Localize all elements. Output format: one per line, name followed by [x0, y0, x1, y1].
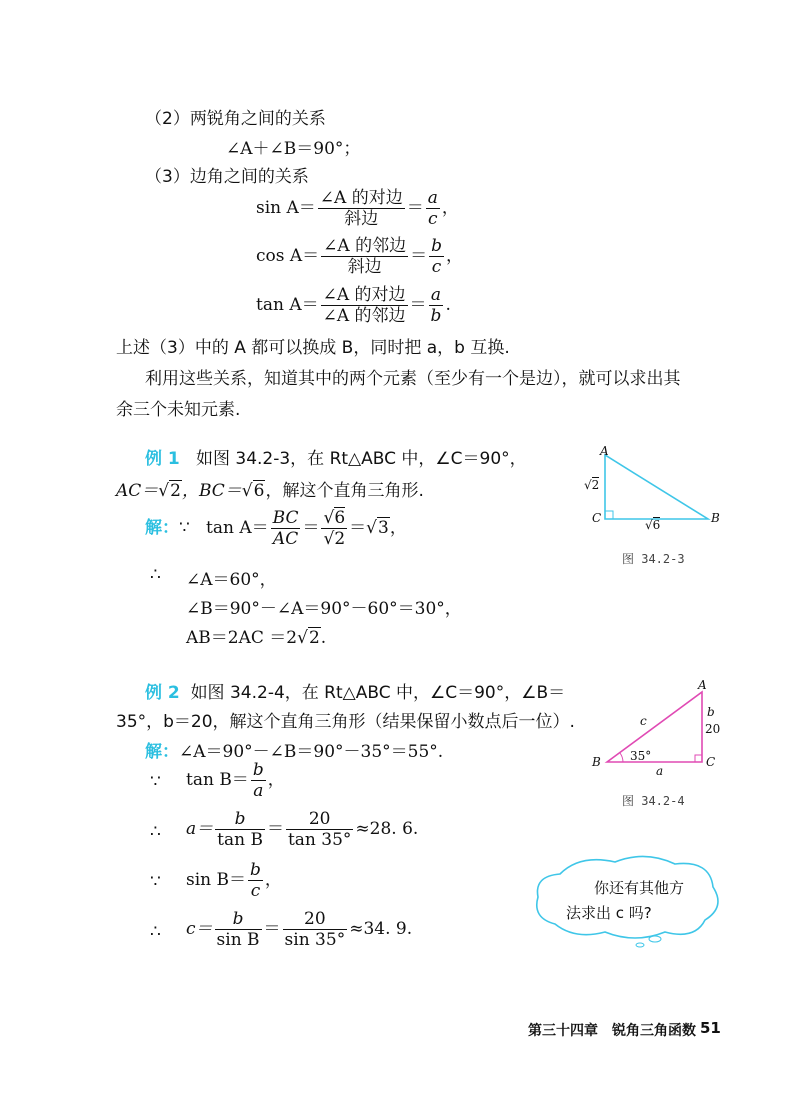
ex2-c-frac1	[215, 909, 262, 950]
ex1-tan-frac1	[271, 508, 301, 549]
tan-frac-den: b	[430, 306, 442, 326]
section2-heading: （2）两锐角之间的关系	[145, 109, 326, 129]
ex2-a-f2-num: 20	[286, 809, 353, 830]
ex2-sinb-num: b	[250, 860, 261, 880]
sin-formula: sin A＝ $\frac{\text{∠A 的对边}}{\text{斜边}}$ ＝ $\frac{a}{c}$ ，	[256, 188, 459, 229]
triangle-abc-2	[607, 692, 702, 762]
ex1-step3-rad: 2	[308, 628, 320, 648]
ex2-c-frac2	[283, 909, 348, 950]
cos-lhs: cos A＝	[256, 246, 320, 266]
fig2-side-a: a	[656, 764, 664, 778]
ex2-a-frac2	[286, 809, 353, 850]
ex1-step3-sqrt: √2	[297, 628, 320, 648]
ex2-label: 例 2	[145, 683, 180, 703]
cos-formula: cos A＝ $\frac{\text{∠A 的邻边}}{\text{斜边}}$ ＝ $\frac{b}{c}$ ，	[256, 236, 463, 277]
cos-frac-num: b	[431, 236, 442, 256]
ex2-c-res: ≈34. 9.	[349, 919, 413, 939]
fig1-side-ac-val: 2	[591, 478, 600, 492]
fig1-label-b: B	[711, 511, 720, 525]
ex1-tan-num2-val: 6	[334, 508, 346, 528]
ex1-tan-den: AC	[272, 529, 299, 549]
fig2-label-a: A	[698, 678, 707, 692]
ex2-sinb-lhs: sin B＝	[186, 870, 247, 890]
ex1-ac: AC＝	[116, 481, 159, 501]
ex2-sinb-frac	[248, 860, 263, 901]
sin-lhs: sin A＝	[256, 198, 316, 218]
ex2-a-res: ≈28. 6.	[355, 819, 419, 839]
cos-tail: ，	[446, 246, 463, 266]
ex1-tan-den2: √2	[323, 529, 346, 549]
ex1-line2-tail: ，解这个直角三角形.	[265, 481, 424, 501]
ex2-tanb-num: b	[252, 760, 264, 780]
para-line1: 利用这些关系，知道其中的两个元素（至少有一个是边），就可以求出其	[145, 369, 681, 389]
ex1-tan-frac2	[321, 508, 347, 549]
ex2-tanb-den: a	[253, 781, 264, 801]
para-line2: 余三个未知元素.	[116, 400, 241, 420]
cloud-bubble-1	[649, 936, 661, 942]
right-angle-mark-2	[695, 755, 702, 762]
ex1-tan-res-val: 3	[378, 518, 389, 538]
ex1-tan-lhs: tan A＝	[206, 518, 269, 538]
fig1-label-c: C	[592, 511, 602, 525]
ex2-therefore-1: ∴	[150, 822, 161, 842]
cos-frac-words-num: ∠A 的邻边	[323, 236, 407, 256]
ex1-tan-den2-val: 2	[334, 529, 346, 549]
ex1-line1	[145, 444, 527, 469]
ex2-a-lhs: a＝	[186, 819, 214, 839]
ex1-therefore: ∴	[150, 565, 161, 585]
fig2-caption: 图 34.2-4	[622, 794, 685, 808]
fig2-side-b: b	[707, 705, 715, 719]
ex2-c-f1-den: sin B	[216, 930, 260, 950]
tan-frac-words-num: ∠A 的对边	[322, 285, 406, 305]
cos-frac-den: c	[431, 257, 442, 277]
ex1-ac-val: 2	[170, 481, 181, 501]
cloud-line1: 你还有其他方	[594, 879, 685, 897]
ex2-sol-label: 解：	[145, 742, 179, 762]
fig2-angle: 35°	[630, 749, 652, 763]
ex1-line2	[116, 476, 424, 501]
ex2-a-f1-den: tan B	[217, 830, 263, 850]
ex2-because-2: ∵	[150, 872, 161, 892]
ex2-text1: 如图 34.2-4，在 Rt△ABC 中，∠C＝90°，∠B＝	[190, 683, 566, 703]
ex1-ac-sqrt: √2	[158, 481, 181, 501]
ex1-tan-res: √3	[366, 518, 389, 538]
ex1-sol-label: 解：	[145, 518, 179, 538]
ex1-tan-eq: ＝	[349, 518, 367, 538]
ex2-sinb-tail: ，	[264, 870, 282, 890]
tan-frac-num: a	[429, 285, 444, 306]
ex2-tanb-lhs: tan B＝	[186, 770, 249, 790]
ex2-line1	[145, 678, 565, 703]
ex2-because-1: ∵	[150, 772, 161, 792]
ex2-tanb	[186, 760, 285, 801]
cloud-line2: 法求出 c 吗?	[566, 904, 652, 922]
fig2-side-b-val: 20	[705, 722, 721, 736]
tan-tail: .	[445, 295, 451, 315]
cos-frac-words	[321, 236, 408, 277]
ex2-tanb-frac	[251, 760, 266, 801]
ex1-text1: 如图 34.2-3，在 Rt△ABC 中，∠C＝90°，	[195, 449, 527, 469]
triangle-abc-1	[605, 455, 708, 519]
ex2-c-lhs: c＝	[186, 919, 213, 939]
page-number: 51	[700, 1019, 721, 1037]
ex1-bc-sqrt: √6	[241, 481, 265, 501]
ex1-step1: ∠A＝60°，	[186, 570, 277, 590]
tan-lhs: tan A＝	[256, 295, 319, 315]
ex2-a-f1-num: b	[215, 809, 265, 830]
angle-arc-b	[620, 753, 623, 762]
cos-frac-letters	[429, 236, 444, 277]
ex1-step3	[186, 623, 326, 648]
ex2-tanb-tail: ，	[267, 770, 285, 790]
fig1-label-a: A	[600, 444, 609, 458]
section2-formula: ∠A＋∠B＝90°；	[226, 139, 361, 159]
cos-frac-words-den: 斜边	[347, 257, 382, 277]
ex1-sol-line: 解：∵ tan A＝ $\frac{BC}{AC}$ ＝ $\frac{√6}{√2}$ ＝√3，	[145, 508, 407, 549]
tan-formula: tan A＝ $\frac{\text{∠A 的对边}}{\text{∠A 的邻边}}$ ＝ $\frac{a}{b}$ .	[256, 285, 451, 326]
cloud-bubble-2	[636, 943, 644, 947]
ex2-c-f2-num: 20	[283, 909, 348, 930]
tan-frac-words-den: ∠A 的邻边	[322, 306, 406, 326]
ex1-tan-num2: √6	[323, 508, 346, 528]
ex2-therefore-2: ∴	[150, 922, 161, 942]
note-text: 上述（3）中的 A 都可以换成 B，同时把 a，b 互换.	[116, 338, 510, 358]
ex1-tan-num: BC	[272, 508, 299, 528]
sin-frac-letters	[426, 188, 440, 229]
ex1-bc: ，BC＝	[181, 481, 242, 501]
sin-frac-words-num: ∠A 的对边	[319, 188, 403, 208]
right-angle-mark-1	[605, 511, 613, 519]
fig2-side-c: c	[640, 714, 647, 728]
ex1-tan-tail: ，	[389, 518, 407, 538]
ex2-a-f2-den: tan 35°	[287, 830, 352, 850]
tan-frac-letters	[429, 285, 444, 326]
fig1-side-ac: √2	[584, 478, 600, 492]
fig2-label-c: C	[706, 755, 716, 769]
ex1-label: 例 1	[145, 449, 180, 469]
sin-frac-words-den: 斜边	[344, 209, 379, 229]
sin-frac-num: a	[427, 188, 438, 208]
fig1-caption: 图 34.2-3	[622, 552, 685, 566]
ex2-sol-line	[145, 737, 443, 762]
ex1-bc-val: 6	[253, 481, 265, 501]
ex2-step0: ∠A＝90°－∠B＝90°－35°＝55°.	[179, 742, 444, 762]
sin-frac-words	[318, 188, 405, 229]
ex1-step3-text: AB＝2AC ＝2	[186, 628, 298, 648]
ex1-step3-tail: .	[320, 628, 327, 648]
footer-chapter: 第三十四章 锐角三角函数	[528, 1023, 696, 1039]
sin-frac-den: c	[428, 209, 438, 229]
ex2-a-calc: a＝ $\frac{b}{\text{tan B}}$ ＝ $\frac{20}{\tan 35^\circ}$ ≈28. 6.	[186, 809, 419, 850]
ex2-c-calc: c＝ $\frac{b}{\text{sin B}}$ ＝ $\frac{20}{\sin 35^\circ}$ ≈34. 9.	[186, 909, 413, 950]
ex2-c-f2-den: sin 35°	[284, 930, 346, 950]
ex2-line2: 35°，b＝20，解这个直角三角形（结果保留小数点后一位）.	[116, 712, 575, 732]
tan-frac-words	[321, 285, 408, 326]
fig1-side-bc: √6	[645, 518, 661, 532]
ex1-because: ∵	[179, 518, 190, 538]
fig2-label-b: B	[592, 755, 601, 769]
sin-tail: ，	[441, 198, 459, 218]
ex1-step2: ∠B＝90°－∠A＝90°－60°＝30°，	[186, 599, 462, 619]
fig1-side-bc-val: 6	[652, 518, 661, 532]
ex2-sinb	[186, 860, 282, 901]
section3-heading: （3）边角之间的关系	[145, 167, 309, 187]
ex2-a-frac1	[215, 809, 265, 850]
ex2-sinb-den: c	[250, 881, 261, 901]
ex2-c-f1-num: b	[215, 909, 262, 930]
